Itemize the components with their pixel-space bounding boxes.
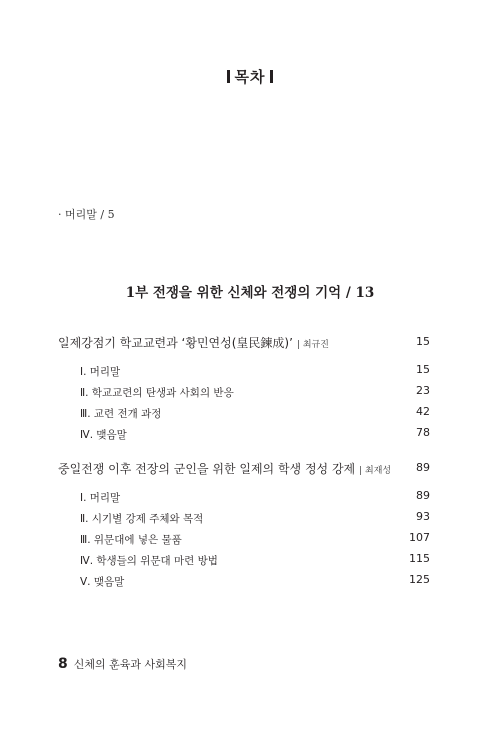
chapter-1-header[interactable] <box>58 333 430 359</box>
chapter-title: 일제강점기 학교교련과 ‘황민연성(皇民鍊成)’ <box>58 336 293 350</box>
section-page: 42 <box>416 405 430 418</box>
toc-heading <box>0 66 500 87</box>
heading-bar-left <box>227 70 230 83</box>
chapter-author: | 최재성 <box>359 466 392 476</box>
section-label: Ⅱ. 학교교련의 탄생과 사회의 반응 <box>80 387 234 399</box>
section-label: Ⅳ. 맺음말 <box>80 429 127 441</box>
section-item[interactable] <box>58 548 430 569</box>
section-item[interactable] <box>58 359 430 380</box>
toc-title: 목차 <box>234 68 266 86</box>
section-item[interactable] <box>58 506 430 527</box>
section-label: Ⅱ. 시기별 강제 주체와 목적 <box>80 513 204 525</box>
footer-book-title: 신체의 훈육과 사회복지 <box>73 658 188 671</box>
section-page: 15 <box>416 363 430 376</box>
section-item[interactable] <box>58 569 430 590</box>
footer-page-number: 8 <box>58 656 68 672</box>
chapter-2-header[interactable] <box>58 459 430 485</box>
chapter-author: | 최규진 <box>296 340 329 350</box>
section-page: 23 <box>416 384 430 397</box>
preface-entry[interactable]: · 머리말 / 5 <box>58 208 115 221</box>
part-title: 1부 전쟁을 위한 신체와 전쟁의 기억 / 13 <box>125 285 375 301</box>
section-label: Ⅰ. 머리말 <box>80 366 121 378</box>
section-label: Ⅰ. 머리말 <box>80 492 121 504</box>
section-item[interactable] <box>58 422 430 443</box>
section-page: 89 <box>416 489 430 502</box>
section-item[interactable] <box>58 527 430 548</box>
chapter-2 <box>58 459 430 590</box>
section-label: Ⅴ. 맺음말 <box>80 576 125 588</box>
section-label: Ⅲ. 위문대에 넣은 물품 <box>80 534 182 546</box>
section-item[interactable] <box>58 485 430 506</box>
section-page: 107 <box>409 531 430 544</box>
chapter-page: 89 <box>416 461 430 474</box>
section-item[interactable] <box>58 380 430 401</box>
section-item[interactable] <box>58 401 430 422</box>
section-label: Ⅳ. 학생들의 위문대 마련 방법 <box>80 555 218 567</box>
chapter-page: 15 <box>416 335 430 348</box>
page-footer <box>58 656 187 672</box>
heading-bar-right <box>270 70 273 83</box>
section-page: 115 <box>409 552 430 565</box>
chapter-1 <box>58 333 430 443</box>
section-page: 93 <box>416 510 430 523</box>
section-label: Ⅲ. 교련 전개 과정 <box>80 408 162 420</box>
chapter-title: 중일전쟁 이후 전장의 군인을 위한 일제의 학생 정성 강제 <box>58 462 356 476</box>
section-page: 78 <box>416 426 430 439</box>
section-page: 125 <box>409 573 430 586</box>
